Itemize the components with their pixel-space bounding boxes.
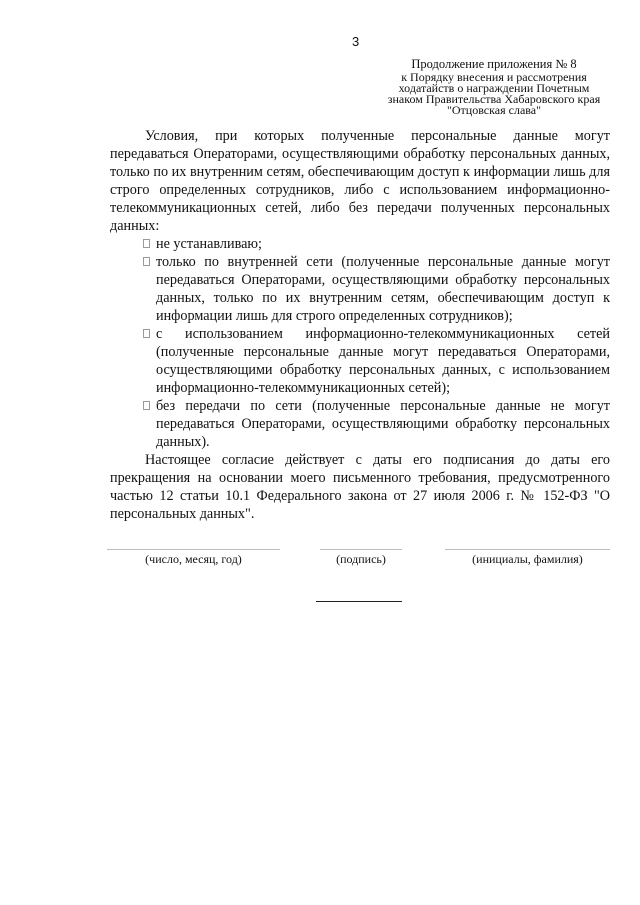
checkbox-icon[interactable]	[143, 329, 150, 338]
appendix-header-line: Продолжение приложения № 8	[411, 57, 577, 71]
appendix-header-line: "Отцовская слава"	[446, 103, 542, 117]
checkbox-icon[interactable]	[143, 401, 150, 410]
option-telecom-networks	[156, 325, 610, 397]
end-divider	[316, 601, 402, 602]
transfer-options-list	[156, 235, 610, 451]
signature-line	[320, 549, 402, 550]
appendix-header	[378, 59, 610, 116]
checkbox-icon[interactable]	[143, 257, 150, 266]
appendix-header-line: ходатайств о награждении Почетным	[398, 81, 590, 95]
name-caption: (инициалы, фамилия)	[472, 552, 583, 566]
checkbox-icon[interactable]	[143, 239, 150, 248]
signature-field[interactable]	[320, 549, 402, 567]
intro-paragraph: Условия, при которых полученные персональные данные могут передаваться Операторами, осуществляющими обработку персональных данных, только по их внутренним сетям, обеспечивающим доступ к информации лишь для строго определенных сотрудников, либо с использованием информационно-телекоммуникационных сетей, либо без передачи полученных персональных данных:	[110, 128, 610, 234]
consent-paragraph: Настоящее согласие действует с даты его подписания до даты его прекращения на основании моего письменного требования, предусмотренного частью 12 статьи 10.1 Федерального закона от 27 июля 2006 г. № 152-ФЗ "О персональных данных".	[110, 452, 610, 522]
option-internal-network	[156, 253, 610, 325]
date-field[interactable]	[107, 549, 280, 567]
option-label: без передачи по сети (полученные персональные данные не могут передаваться Операторами, осуществляющими обработку персональных данных).	[156, 398, 610, 450]
appendix-header-line: к Порядку внесения и рассмотрения	[401, 70, 587, 84]
page-number: 3	[352, 34, 360, 49]
option-label: только по внутренней сети (полученные персональные данные могут передаваться Операторами, осуществляющими обработку персональных данных, только по их внутренним сетям, обеспечивающим доступ к информации лишь для строго определенных сотрудников);	[156, 254, 610, 324]
appendix-header-line: знаком Правительства Хабаровского края	[387, 92, 601, 106]
option-label: не устанавливаю;	[156, 236, 262, 252]
document-body	[110, 127, 610, 523]
signature-caption: (подпись)	[336, 552, 386, 566]
date-caption: (число, месяц, год)	[145, 552, 242, 566]
option-not-set	[156, 235, 610, 253]
date-line	[107, 549, 280, 550]
option-no-network-transfer	[156, 397, 610, 451]
name-line	[445, 549, 610, 550]
name-field[interactable]	[445, 549, 610, 567]
option-label: с использованием информационно-телекоммуникационных сетей (полученные персональные данные могут передаваться Операторами, осуществляющими обработку персональных данных, с использованием информационно-телекоммуникационных сетей);	[156, 326, 610, 396]
